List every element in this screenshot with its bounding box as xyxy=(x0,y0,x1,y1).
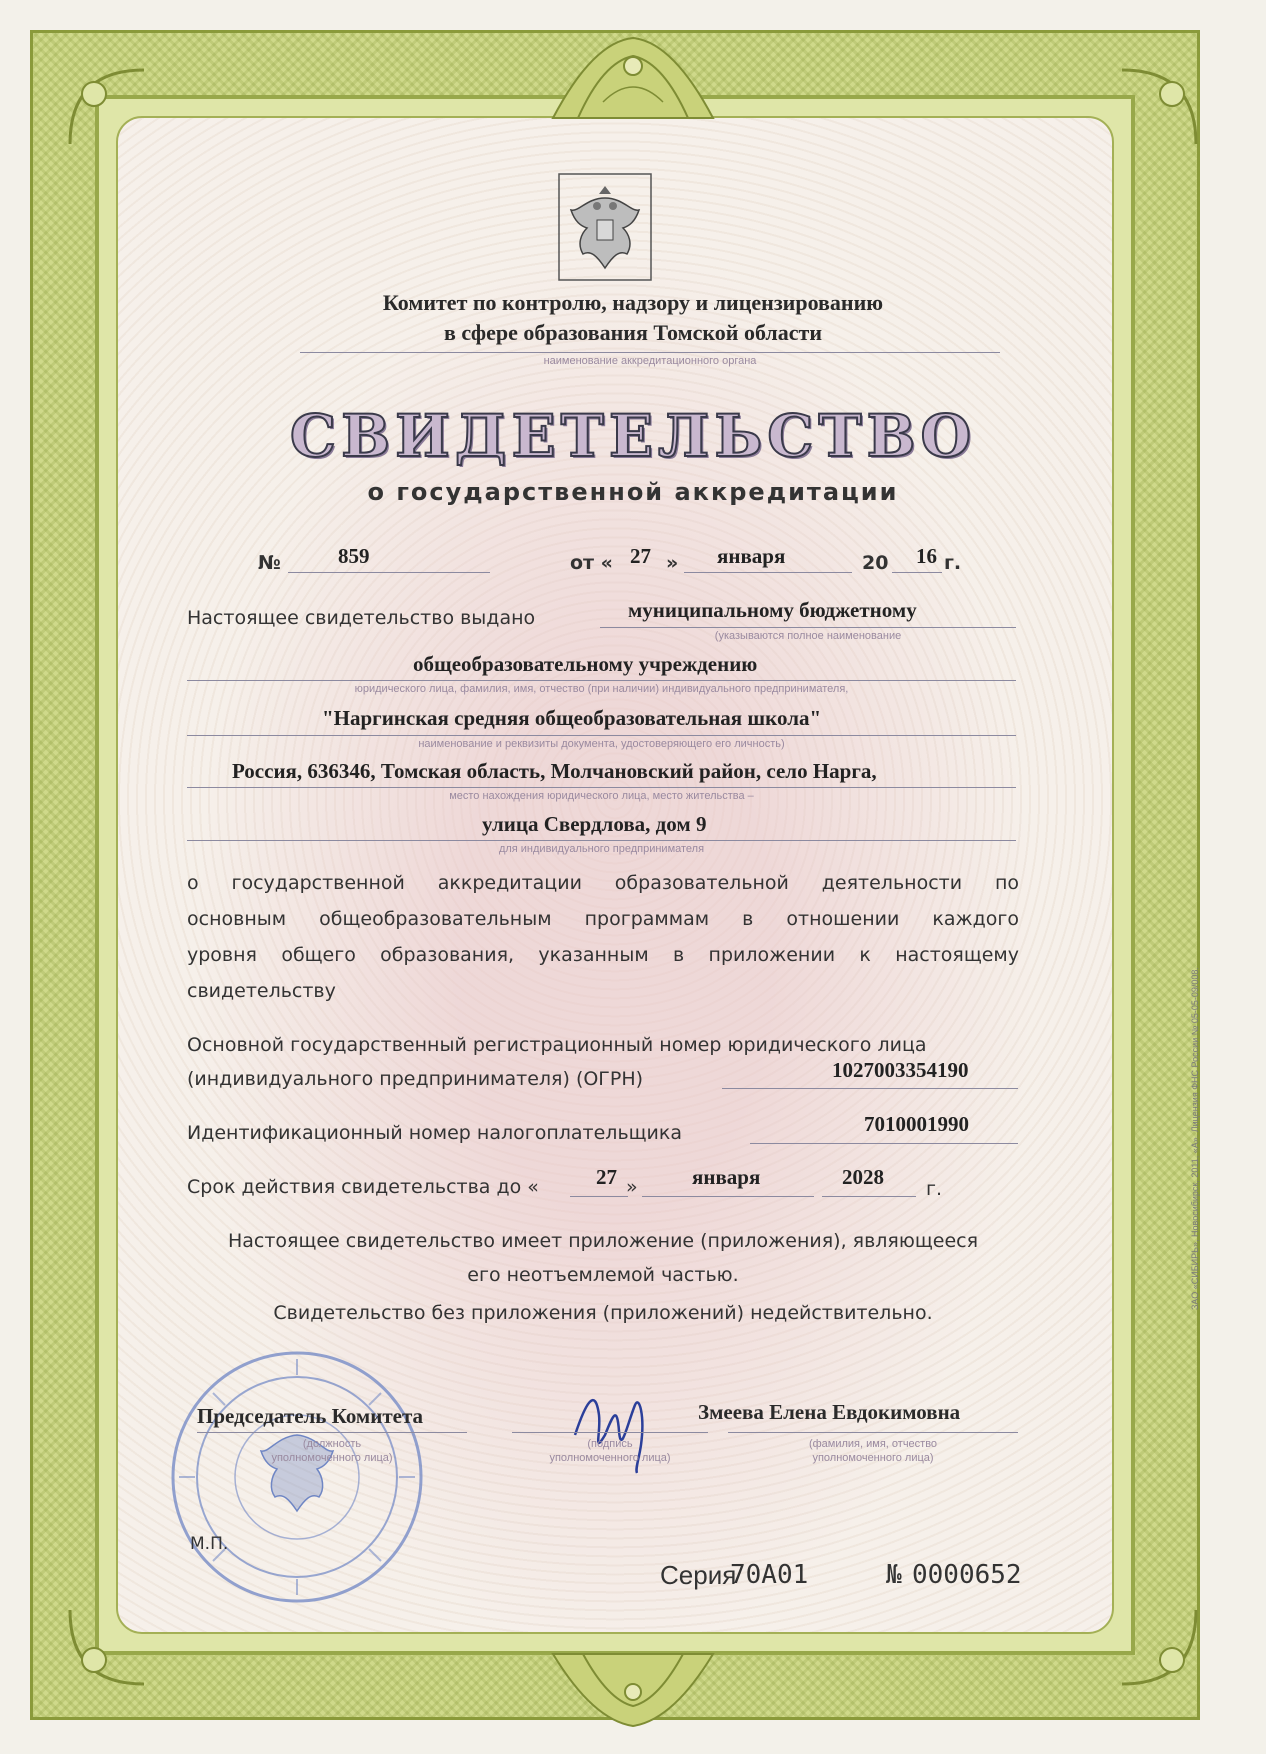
number-label: № xyxy=(258,552,281,574)
document-subtitle: о государственной аккредитации xyxy=(367,478,899,506)
ogrn-value: 1027003354190 xyxy=(832,1058,969,1082)
underline xyxy=(512,1432,708,1433)
appendix-note-line1: Настоящее свидетельство имеет приложение (приложения), являющееся xyxy=(227,1230,979,1252)
quote-close: » xyxy=(666,552,679,574)
certificate-number: 859 xyxy=(338,544,370,568)
authority-caption: наименование аккредитационного органа xyxy=(543,355,757,367)
corner-ornament-icon xyxy=(64,1604,150,1690)
year-prefix: 20 xyxy=(862,552,889,574)
inn-value: 7010001990 xyxy=(864,1112,969,1136)
authority-name-line2: в сфере образования Томской области xyxy=(444,320,822,345)
holder-name-line3: "Наргинская средняя общеобразовательная школа" xyxy=(322,706,822,730)
underline xyxy=(187,787,1016,788)
issue-day: 27 xyxy=(630,544,651,568)
caption: место нахождения юридического лица, место жительства – xyxy=(449,790,754,802)
underline xyxy=(892,572,942,573)
caption: уполномоченного лица) xyxy=(549,1452,671,1464)
body-text-line: уровня общего образования, указанным в приложении к настоящему xyxy=(187,944,1019,966)
blank-number-label: № xyxy=(886,1560,902,1590)
holder-name-line1: муниципальному бюджетному xyxy=(628,598,917,622)
corner-ornament-icon xyxy=(1116,1604,1202,1690)
validity-year: 2028 xyxy=(842,1165,884,1189)
signatory-name: Змеева Елена Евдокимовна xyxy=(698,1400,961,1424)
signatory-position: Председатель Комитета xyxy=(197,1404,424,1428)
issue-year: 16 xyxy=(916,544,937,568)
holder-address-line2: улица Свердлова, дом 9 xyxy=(482,812,707,836)
underline xyxy=(728,1432,1018,1433)
year-unit: г. xyxy=(926,1178,943,1200)
year-unit: г. xyxy=(944,552,962,574)
date-from-label: от « xyxy=(570,552,613,574)
underline xyxy=(187,840,1016,841)
underline xyxy=(300,352,1000,353)
underline xyxy=(722,1088,1018,1089)
caption: для индивидуального предпринимателя xyxy=(498,843,705,855)
top-ornament-icon xyxy=(543,32,723,124)
caption: уполномоченного лица) xyxy=(812,1452,934,1464)
body-text-line: о государственной аккредитации образовательной деятельности по xyxy=(187,872,1019,894)
bottom-ornament-icon xyxy=(543,1650,723,1730)
caption: юридического лица, фамилия, имя, отчество (при наличии) индивидуального предпринимателя, xyxy=(354,683,849,695)
underline xyxy=(750,1143,1018,1144)
document-title: СВИДЕТЕЛЬСТВО xyxy=(289,402,977,470)
underline xyxy=(570,1196,628,1197)
authority-name-line1: Комитет по контролю, надзору и лицензированию xyxy=(382,290,884,315)
underline xyxy=(197,1432,467,1433)
body-text-line: основным общеобразовательным программам в отношении каждого xyxy=(187,908,1019,930)
caption: (должность xyxy=(302,1438,362,1450)
series-value: 70А01 xyxy=(730,1560,809,1590)
inn-label: Идентификационный номер налогоплательщика xyxy=(187,1122,683,1144)
ogrn-label-line2: (индивидуального предпринимателя) (ОГРН) xyxy=(187,1068,644,1090)
validity-month: января xyxy=(692,1165,761,1189)
coat-of-arms-icon xyxy=(557,172,653,282)
seal-place-label: М.П. xyxy=(190,1534,229,1554)
quote-close: » xyxy=(626,1176,638,1198)
underline xyxy=(288,572,490,573)
blank-number: 0000652 xyxy=(912,1560,1022,1590)
ogrn-label-line1: Основной государственный регистрационный номер юридического лица xyxy=(187,1034,927,1056)
issue-month: января xyxy=(717,544,786,568)
corner-ornament-icon xyxy=(1116,64,1202,150)
caption: (подпись xyxy=(587,1438,633,1450)
holder-address-line1: Россия, 636346, Томская область, Молчановский район, село Нарга, xyxy=(232,759,877,783)
printer-imprint: ЗАО «СИБИРЬ», Новосибирск, 2011, «А». Лицензия ФНС России № 05-05-09/008. xyxy=(1190,967,1200,1310)
body-text-line: свидетельству xyxy=(187,980,336,1002)
underline xyxy=(642,1196,814,1197)
corner-ornament-icon xyxy=(64,64,150,150)
appendix-note-line3: Свидетельство без приложения (приложений) недействительно. xyxy=(273,1302,933,1324)
caption: (фамилия, имя, отчество xyxy=(808,1438,938,1450)
underline xyxy=(600,627,1016,628)
validity-day: 27 xyxy=(596,1165,617,1189)
appendix-note-line2: его неотъемлемой частью. xyxy=(467,1264,739,1286)
underline xyxy=(822,1196,916,1197)
official-seal-icon xyxy=(165,1345,430,1610)
caption: наименование и реквизиты документа, удостоверяющего его личность) xyxy=(418,738,785,750)
issued-to-label: Настоящее свидетельство выдано xyxy=(187,607,536,629)
caption: уполномоченного лица) xyxy=(271,1452,393,1464)
series-label: Серия xyxy=(660,1560,737,1590)
validity-label: Срок действия свидетельства до « xyxy=(187,1176,539,1198)
underline xyxy=(187,735,1016,736)
holder-name-line2: общеобразовательному учреждению xyxy=(413,652,758,676)
underline xyxy=(684,572,852,573)
caption: (указываются полное наименование xyxy=(714,630,902,642)
underline xyxy=(187,680,1016,681)
